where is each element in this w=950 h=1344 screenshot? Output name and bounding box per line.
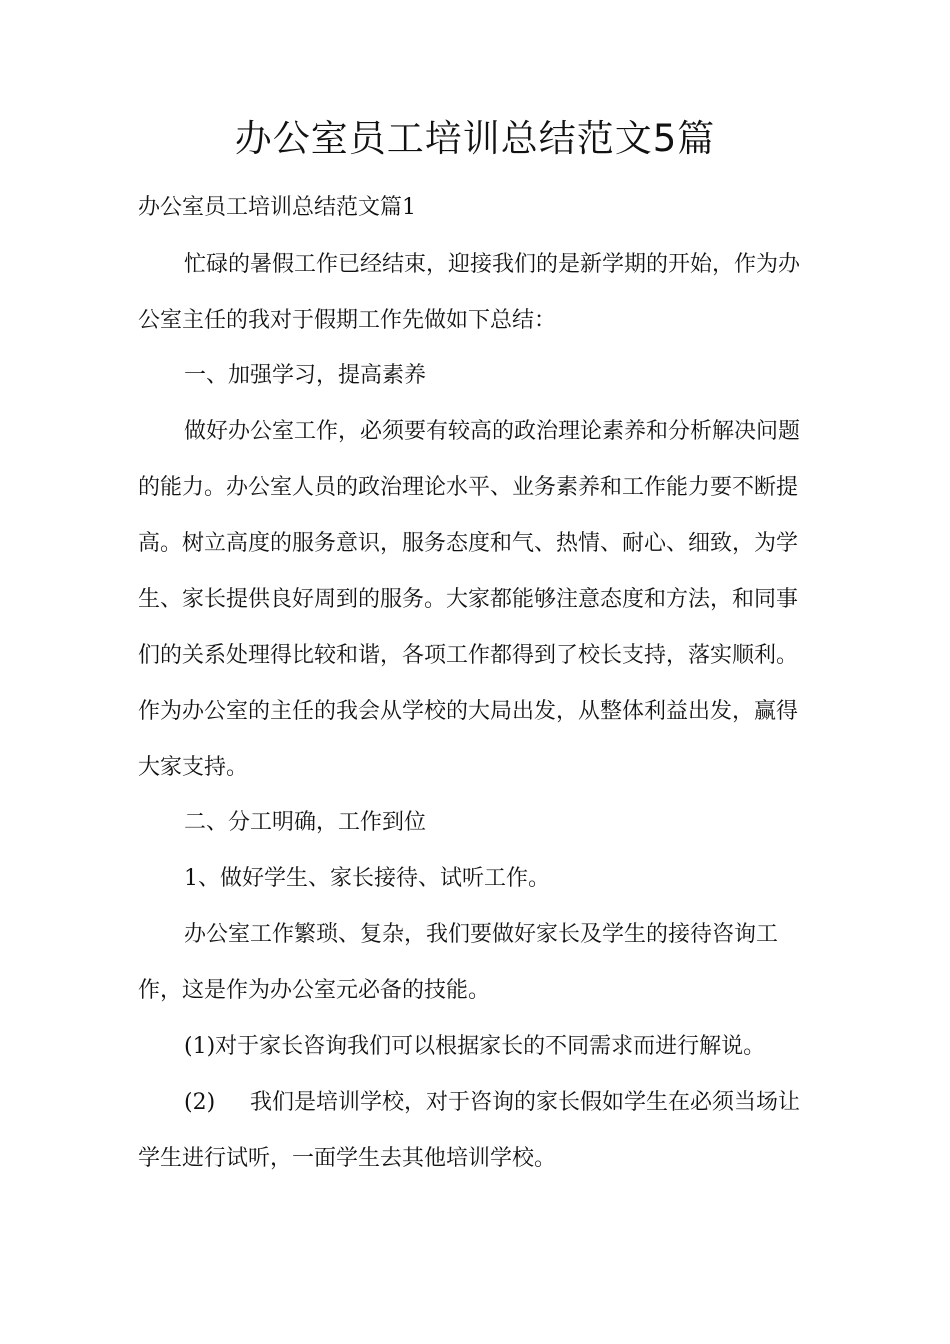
document-title: 办公室员工培训总结范文5篇 — [234, 117, 716, 160]
paragraph-line: 学生进行试听，一面学生去其他培训学校。 — [138, 1146, 557, 1171]
paragraph-line: 办公室工作繁琐、复杂，我们要做好家长及学生的接待咨询工 — [184, 922, 779, 947]
paragraph-line: 1、做好学生、家长接待、试听工作。 — [184, 866, 550, 891]
paragraph-line: 作，这是作为办公室元必备的技能。 — [138, 978, 491, 1003]
section-heading: 办公室员工培训总结范文篇1 — [138, 195, 416, 220]
paragraph-line: 生、家长提供良好周到的服务。大家都能够注意态度和方法，和同事 — [138, 587, 799, 612]
paragraph-line — [184, 1075, 800, 1131]
paragraph-line: 高。树立高度的服务意识，服务态度和气、热情、耐心、细致，为学 — [138, 531, 799, 556]
paragraph-line: 二、分工明确，工作到位 — [184, 810, 427, 835]
paragraph-line: 一、加强学习，提高素养 — [184, 363, 427, 388]
paragraph-line: 作为办公室的主任的我会从学校的大局出发，从整体利益出发，赢得 — [138, 699, 799, 724]
paragraph-line: (1)对于家长咨询我们可以根据家长的不同需求而进行解说。 — [184, 1034, 766, 1059]
paragraph-line: 忙碌的暑假工作已经结束，迎接我们的是新学期的开始，作为办 — [184, 252, 801, 277]
item-number: (2) — [184, 1090, 216, 1115]
paragraph-line: 公室主任的我对于假期工作先做如下总结： — [138, 308, 557, 333]
paragraph-line: 做好办公室工作，必须要有较高的政治理论素养和分析解决问题 — [184, 419, 801, 444]
item-text: 我们是培训学校，对于咨询的家长假如学生在必须当场让 — [250, 1090, 801, 1115]
paragraph-line: 大家支持。 — [138, 755, 249, 780]
paragraph-line: 们的关系处理得比较和谐，各项工作都得到了校长支持，落实顺利。 — [138, 643, 799, 668]
paragraph-line: 的能力。办公室人员的政治理论水平、业务素养和工作能力要不断提 — [138, 475, 799, 500]
